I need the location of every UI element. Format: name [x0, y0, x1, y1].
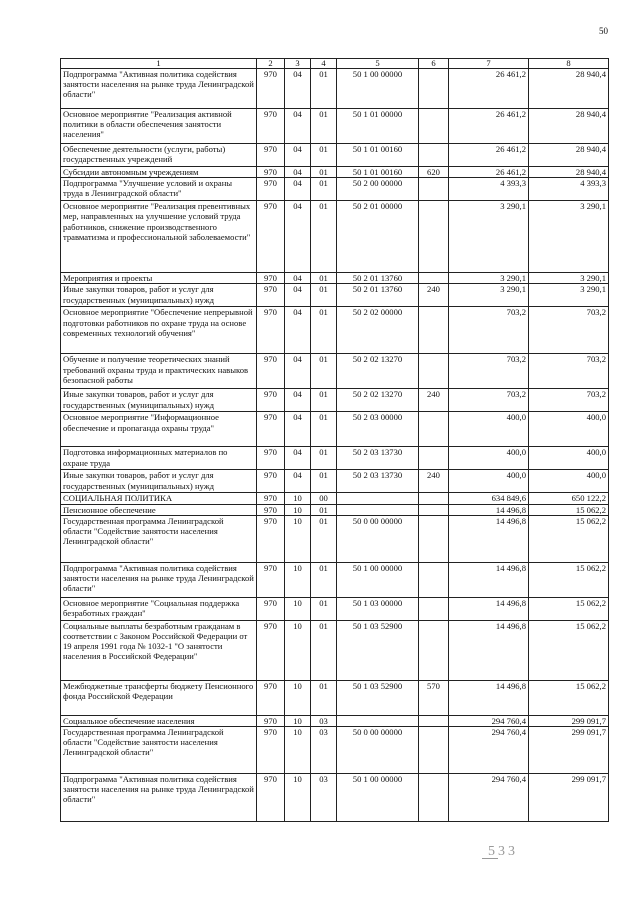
cell-amount-year2: 400,0: [529, 447, 609, 470]
cell-section: 10: [285, 620, 311, 680]
cell-amount-year2: 15 062,2: [529, 504, 609, 515]
cell-ministry-code: 970: [257, 178, 285, 201]
cell-name: Иные закупки товаров, работ и услуг для государственных (муниципальных) нужд: [61, 470, 257, 493]
cell-name: Подпрограмма "Активная политика содействия занятости населения на рынке труда Ленинградской области": [61, 69, 257, 109]
cell-section: 04: [285, 284, 311, 307]
cell-amount-year1: 294 760,4: [449, 774, 529, 822]
cell-amount-year1: 3 290,1: [449, 273, 529, 284]
table-row: [61, 727, 609, 774]
table-row: [61, 167, 609, 178]
table-row: [61, 597, 609, 620]
table-row: [61, 284, 609, 307]
cell-amount-year1: 26 461,2: [449, 109, 529, 144]
cell-amount-year1: 703,2: [449, 389, 529, 412]
cell-subsection: 01: [311, 562, 337, 597]
table-row: [61, 562, 609, 597]
cell-amount-year1: 400,0: [449, 412, 529, 447]
cell-subsection: 01: [311, 284, 337, 307]
cell-expense-type: [419, 515, 449, 562]
table-row: [61, 389, 609, 412]
cell-name: Субсидии автономным учреждениям: [61, 167, 257, 178]
cell-amount-year1: 4 393,3: [449, 178, 529, 201]
cell-expense-type: [419, 178, 449, 201]
cell-target-article: 50 0 00 00000: [337, 727, 419, 774]
cell-ministry-code: 970: [257, 144, 285, 167]
cell-ministry-code: 970: [257, 354, 285, 389]
table-row: [61, 515, 609, 562]
cell-ministry-code: 970: [257, 470, 285, 493]
cell-ministry-code: 970: [257, 504, 285, 515]
column-header: 2: [257, 59, 285, 69]
cell-amount-year2: 28 940,4: [529, 109, 609, 144]
cell-target-article: [337, 493, 419, 504]
table-row: [61, 307, 609, 354]
cell-name: Иные закупки товаров, работ и услуг для государственных (муниципальных) нужд: [61, 389, 257, 412]
cell-subsection: 01: [311, 178, 337, 201]
cell-amount-year1: 26 461,2: [449, 144, 529, 167]
cell-expense-type: [419, 562, 449, 597]
table-row: [61, 354, 609, 389]
cell-ministry-code: 970: [257, 412, 285, 447]
cell-ministry-code: 970: [257, 447, 285, 470]
cell-amount-year2: 28 940,4: [529, 167, 609, 178]
cell-name: Подпрограмма "Активная политика содействия занятости населения на рынке труда Ленинградской области": [61, 562, 257, 597]
cell-amount-year2: 3 290,1: [529, 201, 609, 273]
cell-target-article: 50 2 00 00000: [337, 178, 419, 201]
cell-name: Социальное обеспечение населения: [61, 715, 257, 726]
table-row: [61, 412, 609, 447]
cell-name: Подпрограмма "Улучшение условий и охраны труда в Ленинградской области": [61, 178, 257, 201]
cell-ministry-code: 970: [257, 109, 285, 144]
cell-expense-type: 620: [419, 167, 449, 178]
cell-target-article: [337, 504, 419, 515]
cell-section: 04: [285, 307, 311, 354]
cell-section: 10: [285, 504, 311, 515]
cell-amount-year2: 400,0: [529, 412, 609, 447]
cell-expense-type: 240: [419, 470, 449, 493]
table-row: [61, 109, 609, 144]
cell-section: 04: [285, 470, 311, 493]
cell-target-article: 50 1 03 00000: [337, 597, 419, 620]
cell-expense-type: [419, 201, 449, 273]
table-row: [61, 504, 609, 515]
cell-amount-year2: 650 122,2: [529, 493, 609, 504]
cell-section: 04: [285, 109, 311, 144]
table-row: [61, 447, 609, 470]
cell-section: 10: [285, 493, 311, 504]
table-row: [61, 178, 609, 201]
table-header-row: [61, 59, 609, 69]
cell-section: 04: [285, 167, 311, 178]
cell-target-article: 50 1 00 00000: [337, 562, 419, 597]
cell-name: Подпрограмма "Активная политика содействия занятости населения на рынке труда Ленинградской области": [61, 774, 257, 822]
cell-amount-year1: 14 496,8: [449, 597, 529, 620]
cell-subsection: 01: [311, 620, 337, 680]
cell-target-article: 50 1 01 00000: [337, 109, 419, 144]
cell-target-article: 50 2 01 13760: [337, 284, 419, 307]
cell-subsection: 01: [311, 389, 337, 412]
cell-expense-type: [419, 715, 449, 726]
cell-amount-year1: 14 496,8: [449, 562, 529, 597]
cell-section: 10: [285, 515, 311, 562]
cell-amount-year1: 14 496,8: [449, 620, 529, 680]
cell-amount-year2: 400,0: [529, 470, 609, 493]
cell-target-article: 50 2 03 00000: [337, 412, 419, 447]
cell-amount-year2: 15 062,2: [529, 680, 609, 715]
cell-name: Мероприятия и проекты: [61, 273, 257, 284]
column-header: 4: [311, 59, 337, 69]
cell-expense-type: [419, 493, 449, 504]
cell-amount-year2: 3 290,1: [529, 284, 609, 307]
cell-name: Межбюджетные трансферты бюджету Пенсионного фонда Российской Федерации: [61, 680, 257, 715]
cell-amount-year1: 26 461,2: [449, 69, 529, 109]
cell-ministry-code: 970: [257, 201, 285, 273]
table-body: [61, 69, 609, 822]
cell-target-article: 50 1 00 00000: [337, 69, 419, 109]
column-header: 5: [337, 59, 419, 69]
cell-target-article: 50 1 00 00000: [337, 774, 419, 822]
cell-target-article: 50 0 00 00000: [337, 515, 419, 562]
cell-expense-type: [419, 774, 449, 822]
cell-amount-year1: 14 496,8: [449, 680, 529, 715]
cell-name: Основное мероприятие "Социальная поддержка безработных граждан": [61, 597, 257, 620]
cell-section: 10: [285, 680, 311, 715]
cell-ministry-code: 970: [257, 493, 285, 504]
cell-target-article: 50 2 01 00000: [337, 201, 419, 273]
table-row: [61, 201, 609, 273]
cell-amount-year2: 299 091,7: [529, 715, 609, 726]
cell-subsection: 01: [311, 447, 337, 470]
cell-expense-type: [419, 273, 449, 284]
cell-name: СОЦИАЛЬНАЯ ПОЛИТИКА: [61, 493, 257, 504]
cell-section: 04: [285, 69, 311, 109]
cell-amount-year1: 14 496,8: [449, 515, 529, 562]
column-header: 6: [419, 59, 449, 69]
cell-ministry-code: 970: [257, 597, 285, 620]
cell-subsection: 03: [311, 715, 337, 726]
cell-subsection: 03: [311, 774, 337, 822]
cell-amount-year2: 15 062,2: [529, 562, 609, 597]
cell-target-article: 50 1 01 00160: [337, 167, 419, 178]
cell-section: 04: [285, 178, 311, 201]
column-header: 1: [61, 59, 257, 69]
cell-expense-type: [419, 727, 449, 774]
stamp-dash: [482, 858, 498, 859]
cell-target-article: 50 1 03 52900: [337, 680, 419, 715]
cell-subsection: 01: [311, 307, 337, 354]
cell-name: Основное мероприятие "Информационное обеспечение и пропаганда охраны труда": [61, 412, 257, 447]
cell-target-article: [337, 715, 419, 726]
cell-expense-type: [419, 109, 449, 144]
table-row: [61, 774, 609, 822]
column-header: 8: [529, 59, 609, 69]
cell-amount-year2: 299 091,7: [529, 774, 609, 822]
cell-amount-year1: 26 461,2: [449, 167, 529, 178]
cell-subsection: 01: [311, 504, 337, 515]
cell-expense-type: 240: [419, 284, 449, 307]
cell-target-article: 50 2 02 00000: [337, 307, 419, 354]
column-header: 7: [449, 59, 529, 69]
cell-amount-year2: 15 062,2: [529, 620, 609, 680]
cell-section: 10: [285, 562, 311, 597]
cell-ministry-code: 970: [257, 715, 285, 726]
cell-amount-year2: 15 062,2: [529, 515, 609, 562]
cell-amount-year2: 299 091,7: [529, 727, 609, 774]
cell-amount-year2: 703,2: [529, 354, 609, 389]
cell-amount-year1: 400,0: [449, 470, 529, 493]
cell-amount-year2: 703,2: [529, 307, 609, 354]
cell-expense-type: [419, 307, 449, 354]
table-row: [61, 715, 609, 726]
cell-section: 04: [285, 273, 311, 284]
cell-name: Обучение и получение теоретических знаний требований охраны труда и практических навыков безопасной работы: [61, 354, 257, 389]
cell-ministry-code: 970: [257, 774, 285, 822]
cell-target-article: 50 1 03 52900: [337, 620, 419, 680]
cell-name: Основное мероприятие "Реализация активной политики в области обеспечения занятости населения": [61, 109, 257, 144]
cell-section: 04: [285, 354, 311, 389]
cell-subsection: 01: [311, 69, 337, 109]
cell-expense-type: 570: [419, 680, 449, 715]
cell-amount-year1: 703,2: [449, 354, 529, 389]
cell-amount-year1: 294 760,4: [449, 715, 529, 726]
cell-ministry-code: 970: [257, 562, 285, 597]
budget-table: [60, 58, 609, 822]
cell-expense-type: [419, 447, 449, 470]
cell-section: 10: [285, 727, 311, 774]
cell-target-article: 50 2 03 13730: [337, 470, 419, 493]
cell-subsection: 01: [311, 470, 337, 493]
cell-ministry-code: 970: [257, 515, 285, 562]
cell-amount-year2: 703,2: [529, 389, 609, 412]
cell-name: Основное мероприятие "Реализация превентивных мер, направленных на улучшение условий труда работников, снижение производственного травматизма и профессиональной заболеваемости": [61, 201, 257, 273]
cell-expense-type: [419, 144, 449, 167]
cell-amount-year1: 3 290,1: [449, 284, 529, 307]
cell-section: 04: [285, 447, 311, 470]
cell-expense-type: [419, 69, 449, 109]
cell-amount-year2: 28 940,4: [529, 144, 609, 167]
table-row: [61, 144, 609, 167]
cell-expense-type: [419, 597, 449, 620]
cell-target-article: 50 2 01 13760: [337, 273, 419, 284]
cell-ministry-code: 970: [257, 69, 285, 109]
cell-ministry-code: 970: [257, 167, 285, 178]
cell-section: 04: [285, 201, 311, 273]
cell-subsection: 01: [311, 412, 337, 447]
cell-ministry-code: 970: [257, 307, 285, 354]
cell-amount-year1: 14 496,8: [449, 504, 529, 515]
cell-expense-type: [419, 354, 449, 389]
cell-subsection: 01: [311, 144, 337, 167]
cell-ministry-code: 970: [257, 620, 285, 680]
cell-amount-year1: 400,0: [449, 447, 529, 470]
cell-section: 04: [285, 144, 311, 167]
cell-ministry-code: 970: [257, 680, 285, 715]
cell-target-article: 50 2 03 13730: [337, 447, 419, 470]
cell-amount-year2: 15 062,2: [529, 597, 609, 620]
cell-expense-type: [419, 412, 449, 447]
handwritten-page-stamp: 533: [488, 844, 518, 859]
cell-amount-year2: 28 940,4: [529, 69, 609, 109]
cell-expense-type: [419, 620, 449, 680]
cell-ministry-code: 970: [257, 389, 285, 412]
cell-amount-year2: 4 393,3: [529, 178, 609, 201]
cell-expense-type: [419, 504, 449, 515]
table-row: [61, 493, 609, 504]
cell-section: 10: [285, 597, 311, 620]
cell-amount-year1: 3 290,1: [449, 201, 529, 273]
page-number: 50: [599, 26, 608, 36]
cell-section: 04: [285, 389, 311, 412]
column-header: 3: [285, 59, 311, 69]
cell-subsection: 01: [311, 201, 337, 273]
table-row: [61, 273, 609, 284]
cell-name: Государственная программа Ленинградской области "Содействие занятости населения Ленинградской области": [61, 727, 257, 774]
cell-name: Государственная программа Ленинградской области "Содействие занятости населения Ленинградской области": [61, 515, 257, 562]
cell-ministry-code: 970: [257, 284, 285, 307]
cell-subsection: 00: [311, 493, 337, 504]
cell-name: Иные закупки товаров, работ и услуг для государственных (муниципальных) нужд: [61, 284, 257, 307]
cell-subsection: 01: [311, 354, 337, 389]
cell-name: Подготовка информационных материалов по охране труда: [61, 447, 257, 470]
cell-section: 10: [285, 715, 311, 726]
cell-expense-type: 240: [419, 389, 449, 412]
cell-subsection: 01: [311, 273, 337, 284]
table-row: [61, 620, 609, 680]
cell-target-article: 50 2 02 13270: [337, 354, 419, 389]
table-row: [61, 470, 609, 493]
cell-section: 10: [285, 774, 311, 822]
cell-section: 04: [285, 412, 311, 447]
cell-subsection: 03: [311, 727, 337, 774]
table-row: [61, 680, 609, 715]
cell-subsection: 01: [311, 109, 337, 144]
cell-subsection: 01: [311, 680, 337, 715]
cell-amount-year1: 703,2: [449, 307, 529, 354]
cell-amount-year1: 294 760,4: [449, 727, 529, 774]
cell-ministry-code: 970: [257, 727, 285, 774]
table-row: [61, 69, 609, 109]
cell-name: Пенсионное обеспечение: [61, 504, 257, 515]
cell-subsection: 01: [311, 515, 337, 562]
cell-target-article: 50 1 01 00160: [337, 144, 419, 167]
cell-subsection: 01: [311, 167, 337, 178]
cell-name: Обеспечение деятельности (услуги, работы) государственных учреждений: [61, 144, 257, 167]
cell-amount-year1: 634 849,6: [449, 493, 529, 504]
cell-name: Основное мероприятие "Обеспечение непрерывной подготовки работников по охране труда на основе современных технологий обучения": [61, 307, 257, 354]
cell-ministry-code: 970: [257, 273, 285, 284]
cell-name: Социальные выплаты безработным гражданам в соответствии с Законом Российской Федерации от 19 апреля 1991 года № 1032-1 "О занятости населения в Российской Федерации": [61, 620, 257, 680]
cell-target-article: 50 2 02 13270: [337, 389, 419, 412]
cell-amount-year2: 3 290,1: [529, 273, 609, 284]
cell-subsection: 01: [311, 597, 337, 620]
